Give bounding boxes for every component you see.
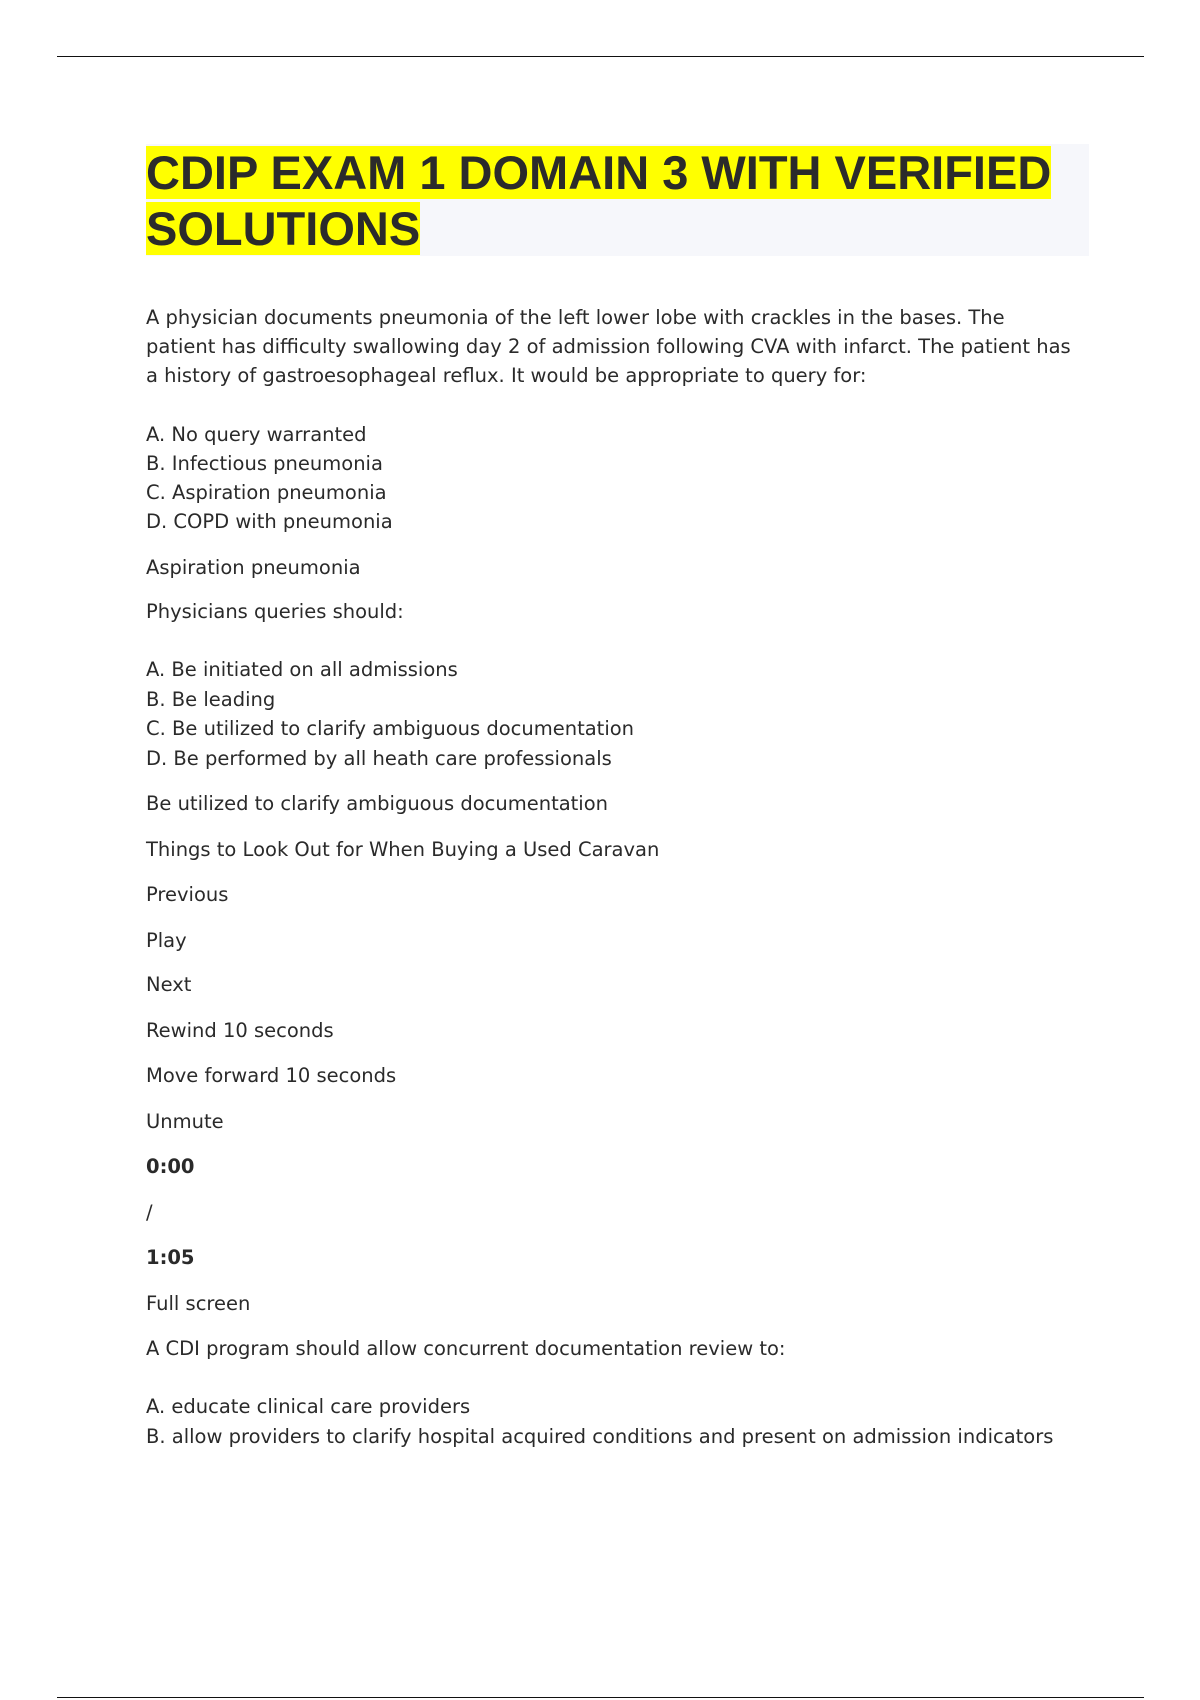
q2-option-c: C. Be utilized to clarify ambiguous documentation xyxy=(146,717,635,740)
header-rule xyxy=(57,56,1144,57)
document-title: CDIP EXAM 1 DOMAIN 3 WITH VERIFIED SOLUTIONS xyxy=(146,146,1052,255)
footer-rule xyxy=(57,1697,1144,1698)
q1-answer: Aspiration pneumonia xyxy=(146,556,361,579)
play-button[interactable]: Play xyxy=(146,929,187,952)
q2-option-a: A. Be initiated on all admissions xyxy=(146,658,458,681)
rewind-button[interactable]: Rewind 10 seconds xyxy=(146,1019,334,1042)
duration: 1:05 xyxy=(146,1246,195,1269)
fullscreen-button[interactable]: Full screen xyxy=(146,1292,251,1315)
video-headline[interactable]: Things to Look Out for When Buying a Used Caravan xyxy=(146,838,660,861)
q1-option-c: C. Aspiration pneumonia xyxy=(146,481,387,504)
q1-option-b: B. Infectious pneumonia xyxy=(146,452,383,475)
q2-question: Physicians queries should: xyxy=(146,600,404,623)
time-separator: / xyxy=(146,1201,153,1224)
previous-button[interactable]: Previous xyxy=(146,883,229,906)
unmute-button[interactable]: Unmute xyxy=(146,1110,224,1133)
forward-button[interactable]: Move forward 10 seconds xyxy=(146,1064,397,1087)
next-button[interactable]: Next xyxy=(146,973,192,996)
current-time: 0:00 xyxy=(146,1155,195,1178)
q1-question: A physician documents pneumonia of the left lower lobe with crackles in the bases. The patient has difficulty swallowing day 2 of admission following CVA with infarct. The patient has a history of gastroesophageal reflux. It would be appropriate to query for: xyxy=(146,306,1071,387)
q3-option-a: A. educate clinical care providers xyxy=(146,1395,471,1418)
q2-option-b: B. Be leading xyxy=(146,688,276,711)
q3-question: A CDI program should allow concurrent documentation review to: xyxy=(146,1337,786,1360)
q1-option-d: D. COPD with pneumonia xyxy=(146,510,393,533)
q3-option-b: B. allow providers to clarify hospital acquired conditions and present on admission indicators xyxy=(146,1425,1054,1448)
q2-answer: Be utilized to clarify ambiguous documentation xyxy=(146,792,609,815)
q2-option-d: D. Be performed by all heath care professionals xyxy=(146,747,612,770)
q1-option-a: A. No query warranted xyxy=(146,423,367,446)
